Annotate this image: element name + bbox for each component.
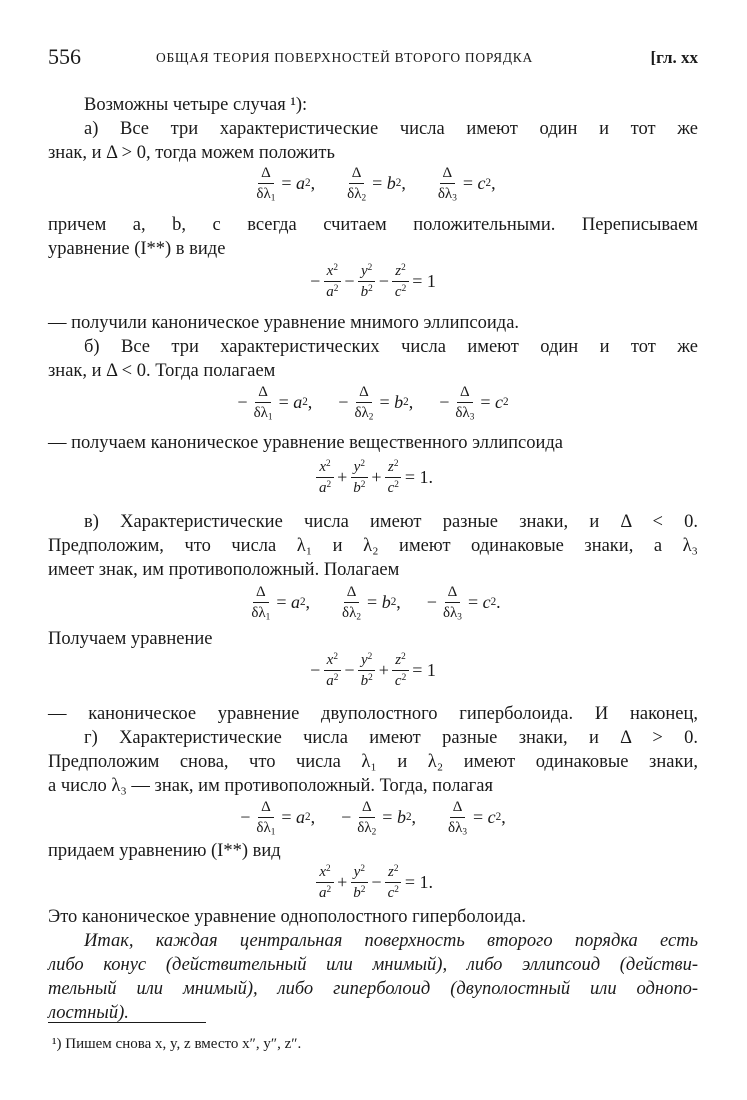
conclusion-line: лостный). xyxy=(48,1003,129,1023)
chapter-marker: [гл. xx xyxy=(650,48,698,67)
text-line: — получаем каноническое уравнение вещественного эллипсоида xyxy=(48,433,563,453)
text-line: Возможны четыре случая ¹): xyxy=(84,95,308,115)
formula-real-ellipsoid: $\frac{x^2}{a^2}$ + $\frac{y^2}{b^2}$ + $\frac{z^2}{c^2}$ = 1. xyxy=(48,454,698,500)
formula-case-d: − $\frac{\Delta}{\delta\lambda_1}$ = a 2 , − $\frac{\Delta}{\delta\lambda_2}$ = b 2 , $\frac{\Delta}{\delta\lambda_3}$ = c 2 , xyxy=(240,798,506,837)
text-line: имеет знак, им противоположный. Полагаем xyxy=(48,560,400,580)
text-line: причем a, b, c всегда считаем положительными. Переписываем xyxy=(48,215,698,235)
text-line: а число λ₃ — знак, им противоположный. Тогда, полагая xyxy=(48,776,493,796)
text-line: — получили каноническое уравнение мнимого эллипсоида. xyxy=(48,313,520,333)
text-line: г) Характеристические числа имеют разные знаки, и Δ > 0. xyxy=(84,728,698,748)
conclusion-line: Итак, каждая центральная поверхность второго порядка есть xyxy=(84,931,698,951)
formula-imaginary-ellipsoid: − $\frac{x^2}{a^2}$ − $\frac{y^2}{b^2}$ − $\frac{z^2}{c^2}$ = 1 xyxy=(310,262,436,300)
text-line: — каноническое уравнение двуполостного гиперболоида. И наконец, xyxy=(48,704,698,724)
text-line: Это каноническое уравнение однополостного гиперболоида. xyxy=(48,907,527,927)
page-number: 556 xyxy=(48,44,81,69)
text-line: знак, и Δ < 0. Тогда полагаем xyxy=(48,361,276,381)
text-line: в) Характеристические числа имеют разные знаки, и Δ < 0. xyxy=(84,512,698,532)
fraction: $\frac{\Delta}{\delta\lambda_2}$ xyxy=(347,164,367,203)
fraction: $\frac{\Delta}{\delta\lambda_1}$ xyxy=(256,164,276,203)
footnote-rule xyxy=(48,1022,206,1023)
conclusion-line: либо конус (действительный или мнимый), либо эллипсоид (действи- xyxy=(48,955,698,975)
running-title: ОБЩАЯ ТЕОРИЯ ПОВЕРХНОСТЕЙ ВТОРОГО ПОРЯДКА xyxy=(156,50,533,65)
conclusion-line: тельный или мнимый), либо гиперболоид (двуполостный или однопо- xyxy=(48,979,698,999)
text-line: б) Все три характеристических числа имеют один и тот же xyxy=(84,337,698,357)
footnote: ¹) Пишем снова x, y, z вместо x″, y″, z″. xyxy=(52,1036,302,1052)
formula-one-sheet-hyperboloid: $\frac{x^2}{a^2}$ + $\frac{y^2}{b^2}$ − $\frac{z^2}{c^2}$ = 1. xyxy=(48,859,698,905)
text-line: придаем уравнению (I**) вид xyxy=(48,841,281,861)
formula-case-c: $\frac{\Delta}{\delta\lambda_1}$ = a 2 , $\frac{\Delta}{\delta\lambda_2}$ = b 2 , − $\frac{\Delta}{\delta\lambda_3}$ = c 2 . xyxy=(251,583,501,622)
text-line: Предположим, что числа λ₁ и λ₂ имеют одинаковые знаки, а λ₃ xyxy=(48,536,698,556)
page-header xyxy=(48,44,698,74)
formula-case-a: $\frac{\Delta}{\delta\lambda_1}$ = a 2 , $\frac{\Delta}{\delta\lambda_2}$ = b 2 , $\frac{\Delta}{\delta\lambda_3}$ = c 2 , xyxy=(48,160,698,206)
text-line: Предположим снова, что числа λ₁ и λ₂ имеют одинаковые знаки, xyxy=(48,752,698,772)
text-line: уравнение (I**) в виде xyxy=(48,239,226,259)
text-line: Получаем уравнение xyxy=(48,629,213,649)
formula-two-sheet-hyperboloid: − $\frac{x^2}{a^2}$ − $\frac{y^2}{b^2}$ + $\frac{z^2}{c^2}$ = 1 xyxy=(310,651,436,689)
formula-case-b: − $\frac{\Delta}{\delta\lambda_1}$ = a 2 , − $\frac{\Delta}{\delta\lambda_2}$ = b 2 , − $\frac{\Delta}{\delta\lambda_3}$ = c 2 xyxy=(237,383,509,422)
text-line: знак, и Δ > 0, тогда можем положить xyxy=(48,143,335,163)
text-line: а) Все три характеристические числа имеют один и тот же xyxy=(84,119,698,139)
fraction: $\frac{\Delta}{\delta\lambda_3}$ xyxy=(437,164,457,203)
